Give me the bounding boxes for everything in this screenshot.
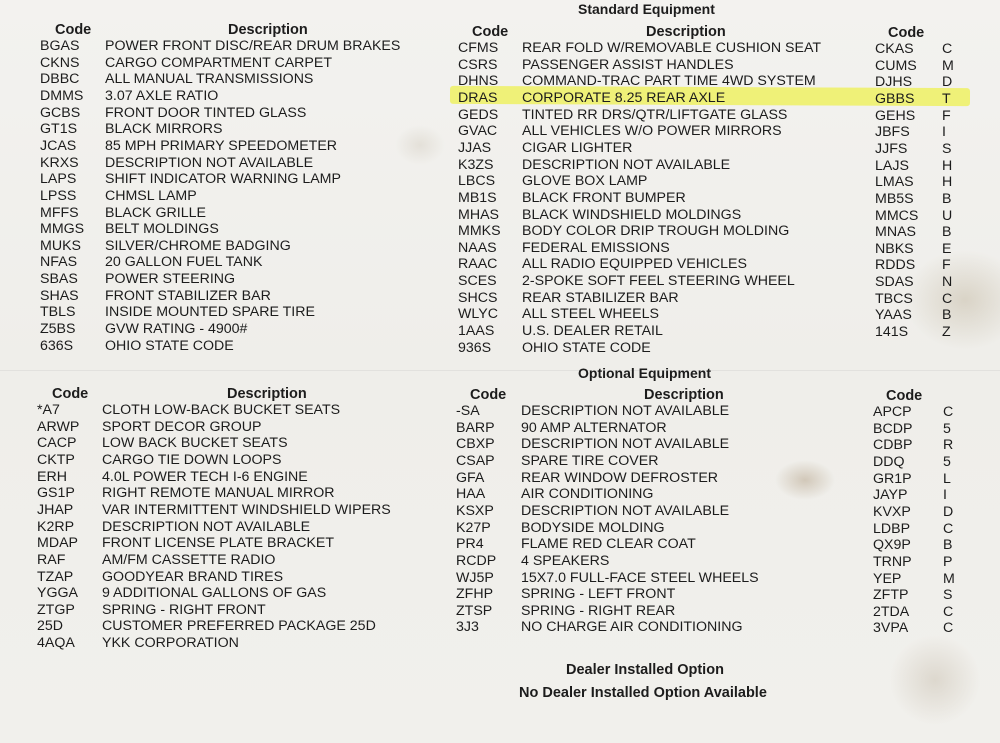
- paper-fold: [0, 370, 1000, 371]
- option-code: WLYC: [458, 306, 498, 323]
- option-code: KRXS: [40, 154, 79, 171]
- option-description: BLACK MIRRORS: [105, 121, 223, 138]
- option-code: TBLS: [40, 304, 76, 321]
- option-description: CHMSL LAMP: [105, 187, 197, 204]
- option-code: CKTP: [37, 451, 75, 468]
- option-description: B: [942, 224, 952, 241]
- option-code: -SA: [456, 403, 480, 419]
- option-code: DHNS: [458, 73, 499, 90]
- option-description: FRONT STABILIZER BAR: [105, 287, 271, 304]
- option-code: DJHS: [875, 74, 913, 91]
- std-col2-desc-header: Description: [646, 24, 726, 40]
- option-description: VAR INTERMITTENT WINDSHIELD WIPERS: [102, 501, 391, 518]
- option-code: BCDP: [873, 420, 913, 437]
- option-description: C: [943, 620, 954, 637]
- option-description: GVW RATING - 4900#: [105, 321, 248, 338]
- option-description: CUSTOMER PREFERRED PACKAGE 25D: [102, 618, 376, 635]
- option-description: R: [943, 437, 954, 454]
- option-code: DBBC: [40, 71, 80, 88]
- option-description: REAR STABILIZER BAR: [522, 289, 679, 306]
- option-code: WJ5P: [456, 569, 494, 586]
- option-code: *A7: [37, 402, 60, 418]
- option-description: B: [942, 307, 952, 324]
- option-description: B: [942, 190, 952, 207]
- option-description: INSIDE MOUNTED SPARE TIRE: [105, 304, 315, 321]
- option-description: C: [942, 41, 953, 57]
- option-code: GVAC: [458, 123, 498, 140]
- option-code: MHAS: [458, 206, 499, 223]
- dealer-installed-note: No Dealer Installed Option Available: [519, 685, 767, 701]
- option-description: ALL MANUAL TRANSMISSIONS: [105, 71, 314, 88]
- option-description: FLAME RED CLEAR COAT: [521, 536, 696, 553]
- option-description: DESCRIPTION NOT AVAILABLE: [521, 436, 730, 453]
- option-description: SPARE TIRE COVER: [521, 452, 659, 469]
- option-description: I: [942, 124, 946, 141]
- option-code: ZTGP: [37, 601, 75, 618]
- option-code: KSXP: [456, 502, 494, 519]
- option-code: MMKS: [458, 223, 501, 240]
- option-code: 4AQA: [37, 635, 75, 652]
- option-description: SPRING - RIGHT REAR: [521, 602, 676, 619]
- option-code: JAYP: [873, 487, 908, 504]
- option-code: GR1P: [873, 470, 912, 487]
- option-code: 3J3: [456, 619, 479, 636]
- option-code: QX9P: [873, 537, 911, 554]
- option-description: BODY COLOR DRIP TROUGH MOLDING: [522, 223, 790, 240]
- option-description: GLOVE BOX LAMP: [522, 173, 648, 190]
- option-description: U.S. DEALER RETAIL: [522, 323, 663, 340]
- option-description: 4 SPEAKERS: [521, 552, 610, 569]
- option-description: M: [942, 57, 954, 74]
- option-description: DESCRIPTION NOT AVAILABLE: [521, 403, 730, 419]
- option-code: JCAS: [40, 137, 77, 154]
- option-description: OHIO STATE CODE: [105, 337, 234, 354]
- option-description: C: [943, 404, 954, 420]
- option-description: F: [942, 107, 951, 124]
- option-description: CIGAR LIGHTER: [522, 139, 633, 156]
- option-description: DESCRIPTION NOT AVAILABLE: [522, 156, 731, 173]
- option-description: N: [942, 274, 953, 291]
- option-code: CKNS: [40, 54, 80, 71]
- option-description: BLACK WINDSHIELD MOLDINGS: [522, 206, 742, 223]
- option-code: LMAS: [875, 174, 914, 191]
- option-description: CARGO COMPARTMENT CARPET: [105, 54, 333, 71]
- option-description: 3.07 AXLE RATIO: [105, 87, 219, 104]
- option-code: CSRS: [458, 56, 498, 73]
- option-description: 2-SPOKE SOFT FEEL STEERING WHEEL: [522, 273, 795, 290]
- option-code: RDDS: [875, 257, 916, 274]
- option-code: SDAS: [875, 274, 914, 291]
- option-description: 85 MPH PRIMARY SPEEDOMETER: [105, 137, 338, 154]
- option-code: 1AAS: [458, 323, 495, 340]
- option-code: ERH: [37, 468, 67, 485]
- option-description: TINTED RR DRS/QTR/LIFTGATE GLASS: [522, 106, 788, 123]
- option-description: 20 GALLON FUEL TANK: [105, 254, 263, 271]
- option-code: ZFHP: [456, 586, 494, 603]
- option-code: BGAS: [40, 38, 80, 54]
- option-description: I: [943, 487, 947, 504]
- option-code: 141S: [875, 324, 909, 341]
- option-code: GEDS: [458, 106, 499, 123]
- option-description: FRONT LICENSE PLATE BRACKET: [102, 535, 335, 552]
- option-description: C: [943, 603, 954, 620]
- option-description: POWER FRONT DISC/REAR DRUM BRAKES: [105, 38, 401, 54]
- option-description: DESCRIPTION NOT AVAILABLE: [102, 518, 311, 535]
- opt-col1-desc-header: Description: [227, 386, 307, 402]
- option-code: LAJS: [875, 157, 909, 174]
- option-code: MFFS: [40, 204, 79, 221]
- option-description: SILVER/CHROME BADGING: [105, 237, 291, 254]
- option-code: 936S: [458, 339, 492, 356]
- option-code: JJAS: [458, 139, 492, 156]
- option-code: Z5BS: [40, 321, 76, 338]
- option-description: Z: [942, 324, 951, 341]
- option-description: NO CHARGE AIR CONDITIONING: [521, 619, 743, 636]
- option-code: CACP: [37, 435, 77, 452]
- opt-col3-code-header: Code: [886, 388, 923, 404]
- option-code: TBCS: [875, 290, 913, 307]
- option-code: GFA: [456, 469, 485, 486]
- option-code: NBKS: [875, 240, 914, 257]
- std-col1-desc-header: Description: [228, 22, 308, 38]
- option-code: K27P: [456, 519, 491, 536]
- option-code: SCES: [458, 273, 497, 290]
- option-description: 15X7.0 FULL-FACE STEEL WHEELS: [521, 569, 759, 586]
- option-code: JJFS: [875, 140, 908, 157]
- option-code: K2RP: [37, 518, 75, 535]
- option-description: FRONT DOOR TINTED GLASS: [105, 104, 307, 121]
- option-code: 3VPA: [873, 620, 909, 637]
- option-code: GT1S: [40, 121, 78, 138]
- option-code: RCDP: [456, 552, 497, 569]
- option-code: TZAP: [37, 568, 74, 585]
- option-description: RIGHT REMOTE MANUAL MIRROR: [102, 485, 335, 502]
- option-description: COMMAND-TRAC PART TIME 4WD SYSTEM: [522, 73, 816, 90]
- option-code: DMMS: [40, 87, 84, 104]
- option-code: YAAS: [875, 307, 912, 324]
- option-code: DDQ: [873, 453, 905, 470]
- option-code: JBFS: [875, 124, 910, 141]
- option-code: MB1S: [458, 189, 497, 206]
- option-code: 636S: [40, 337, 74, 354]
- option-description: 5: [943, 420, 951, 437]
- option-code: 25D: [37, 618, 64, 635]
- option-description: BODYSIDE MOLDING: [521, 519, 665, 536]
- option-description: BLACK FRONT BUMPER: [522, 189, 686, 206]
- std-col2-code-header: Code: [472, 24, 509, 40]
- option-description: M: [943, 570, 955, 587]
- option-code: GEHS: [875, 107, 916, 124]
- option-description: REAR FOLD W/REMOVABLE CUSHION SEAT: [522, 40, 822, 56]
- option-description: D: [943, 503, 954, 520]
- option-description: T: [942, 90, 951, 107]
- option-code: ZFTP: [873, 587, 909, 604]
- option-code: SHCS: [458, 289, 498, 306]
- option-code: GBBS: [875, 90, 915, 107]
- option-code: PR4: [456, 536, 484, 553]
- option-description: CARGO TIE DOWN LOOPS: [102, 451, 282, 468]
- opt-col2-desc-header: Description: [644, 387, 724, 403]
- option-code: CKAS: [875, 41, 914, 57]
- option-code: HAA: [456, 486, 486, 503]
- option-description: B: [943, 537, 953, 554]
- option-description: DESCRIPTION NOT AVAILABLE: [521, 502, 730, 519]
- option-description: 9 ADDITIONAL GALLONS OF GAS: [102, 585, 327, 602]
- option-code: ZTSP: [456, 602, 493, 619]
- option-code: 2TDA: [873, 603, 910, 620]
- option-description: YKK CORPORATION: [102, 635, 239, 652]
- option-code: CSAP: [456, 452, 495, 469]
- option-description: BELT MOLDINGS: [105, 221, 219, 238]
- option-code: LDBP: [873, 520, 911, 537]
- option-description: CLOTH LOW-BACK BUCKET SEATS: [102, 402, 341, 418]
- opt-col1-code-header: Code: [52, 386, 89, 402]
- option-code: TRNP: [873, 553, 912, 570]
- option-code: MMCS: [875, 207, 919, 224]
- option-code: YEP: [873, 570, 902, 587]
- option-description: CORPORATE 8.25 REAR AXLE: [522, 89, 726, 106]
- option-description: POWER STEERING: [105, 271, 236, 288]
- option-code: KVXP: [873, 503, 911, 520]
- option-code: JHAP: [37, 501, 74, 518]
- option-code: ARWP: [37, 418, 80, 435]
- option-description: LOW BACK BUCKET SEATS: [102, 435, 288, 452]
- option-code: MDAP: [37, 535, 78, 552]
- option-description: S: [942, 140, 952, 157]
- option-description: S: [943, 587, 953, 604]
- option-code: SHAS: [40, 287, 79, 304]
- option-description: C: [943, 520, 954, 537]
- option-description: 5: [943, 453, 951, 470]
- option-code: LAPS: [40, 171, 77, 188]
- option-description: SPRING - RIGHT FRONT: [102, 601, 266, 618]
- option-code: RAF: [37, 551, 66, 568]
- option-description: P: [943, 553, 953, 570]
- option-code: RAAC: [458, 256, 498, 273]
- option-description: ALL RADIO EQUIPPED VEHICLES: [522, 256, 747, 273]
- option-description: AM/FM CASSETTE RADIO: [102, 551, 276, 568]
- option-description: ALL VEHICLES W/O POWER MIRRORS: [522, 123, 782, 140]
- option-code: GS1P: [37, 485, 75, 502]
- optional-equipment-title: Optional Equipment: [578, 365, 711, 381]
- option-description: OHIO STATE CODE: [522, 339, 651, 356]
- option-description: L: [943, 470, 951, 487]
- option-code: CFMS: [458, 40, 499, 56]
- option-code: MNAS: [875, 224, 916, 241]
- option-description: SHIFT INDICATOR WARNING LAMP: [105, 171, 341, 188]
- option-description: C: [942, 290, 953, 307]
- option-description: BLACK GRILLE: [105, 204, 206, 221]
- option-description: H: [942, 157, 953, 174]
- option-code: APCP: [873, 404, 912, 420]
- option-code: YGGA: [37, 585, 78, 602]
- option-description: SPORT DECOR GROUP: [102, 418, 262, 435]
- option-description: ALL STEEL WHEELS: [522, 306, 659, 323]
- option-code: NFAS: [40, 254, 78, 271]
- standard-equipment-title: Standard Equipment: [578, 1, 715, 17]
- std-col1-code-header: Code: [55, 22, 92, 38]
- option-code: DRAS: [458, 89, 498, 106]
- option-description: E: [942, 240, 952, 257]
- option-description: DESCRIPTION NOT AVAILABLE: [105, 154, 314, 171]
- option-code: SBAS: [40, 271, 78, 288]
- option-code: CUMS: [875, 57, 917, 74]
- option-code: MB5S: [875, 190, 914, 207]
- option-description: GOODYEAR BRAND TIRES: [102, 568, 284, 585]
- option-description: REAR WINDOW DEFROSTER: [521, 469, 719, 486]
- option-description: D: [942, 74, 953, 91]
- option-description: 4.0L POWER TECH I-6 ENGINE: [102, 468, 308, 485]
- dealer-installed-title: Dealer Installed Option: [566, 662, 724, 678]
- option-code: MUKS: [40, 237, 81, 254]
- option-code: BARP: [456, 419, 495, 436]
- option-code: CDBP: [873, 437, 913, 454]
- option-code: K3ZS: [458, 156, 494, 173]
- option-code: MMGS: [40, 221, 85, 238]
- option-code: GCBS: [40, 104, 81, 121]
- option-code: NAAS: [458, 239, 497, 256]
- option-description: PASSENGER ASSIST HANDLES: [522, 56, 734, 73]
- option-code: LPSS: [40, 187, 77, 204]
- option-description: SPRING - LEFT FRONT: [521, 586, 676, 603]
- option-code: LBCS: [458, 173, 496, 190]
- std-col3-code-header: Code: [888, 25, 925, 41]
- option-description: H: [942, 174, 953, 191]
- option-description: 90 AMP ALTERNATOR: [521, 419, 667, 436]
- option-description: F: [942, 257, 951, 274]
- option-description: AIR CONDITIONING: [521, 486, 654, 503]
- option-code: CBXP: [456, 436, 495, 453]
- option-description: FEDERAL EMISSIONS: [522, 239, 670, 256]
- opt-col2-code-header: Code: [470, 387, 507, 403]
- option-description: U: [942, 207, 953, 224]
